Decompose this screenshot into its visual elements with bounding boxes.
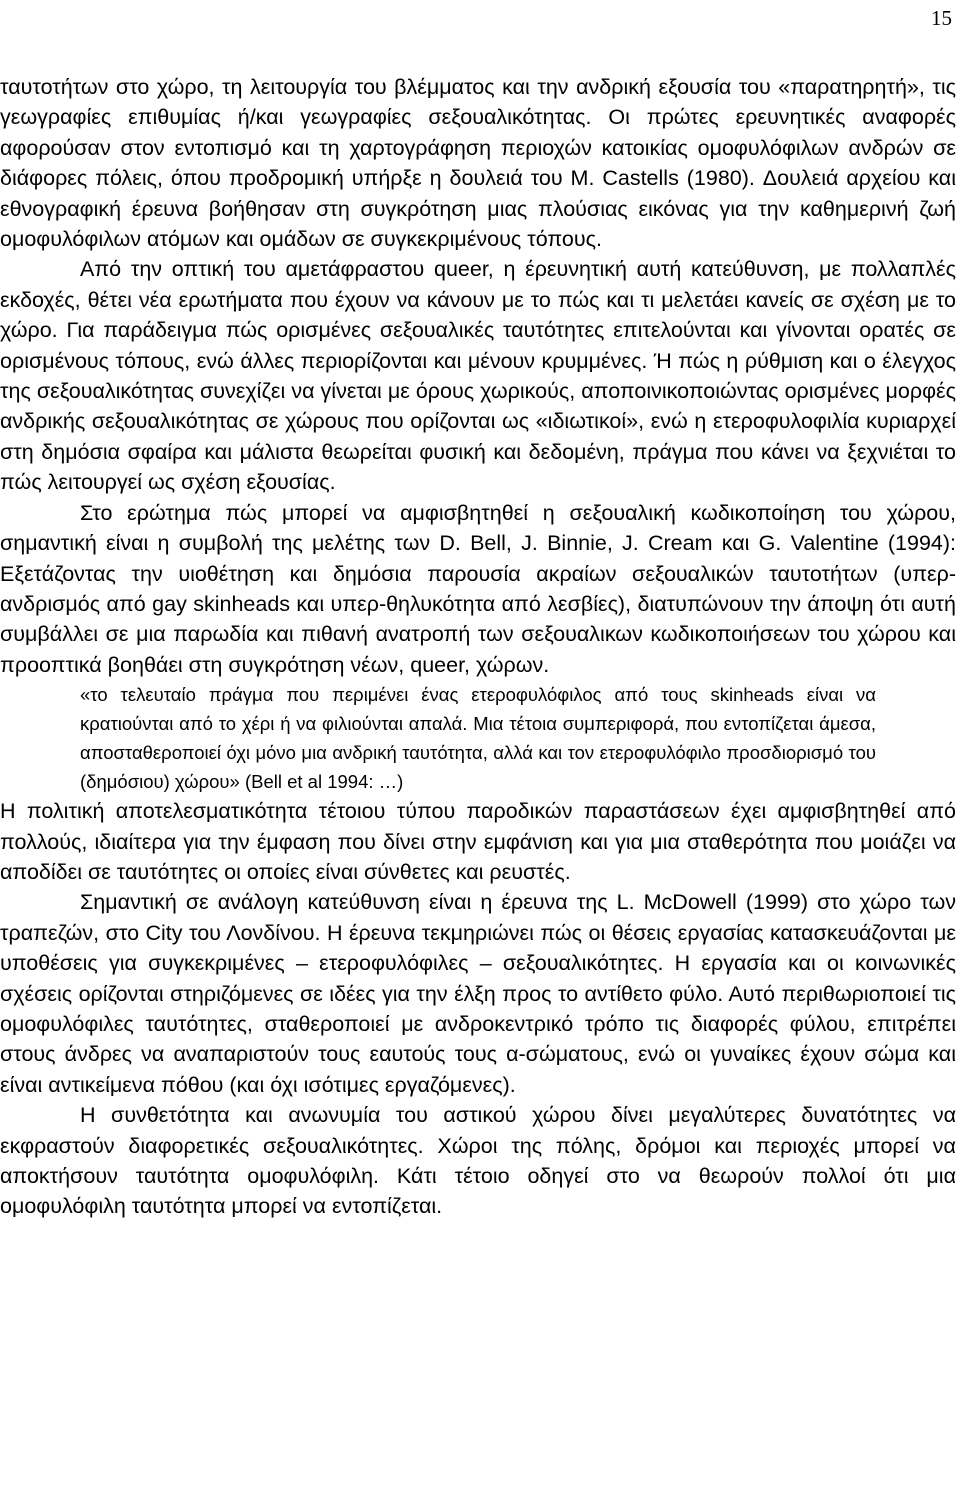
paragraph-2: Από την οπτική του αμετάφραστου queer, η έρευνητική αυτή κατεύθυνση, με πολλαπλές εκδοχές, θέτει νέα ερωτήματα που έχουν να κάνουν με το πώς και τι μελετάει κανείς σε σχέση με το χώρο. Για παράδειγμα πώς ορισμένες σεξουαλικές ταυτότητες επιτελούνται και γίνονται ορατές σε ορισμένους τόπους, ενώ άλλες περιορίζονται και μένουν κρυμμένες. Ή πώς η ρύθμιση και ο έλεγχος της σεξουαλικότητας συνεχίζει να γίνεται με όρους χωρικούς, αποποινικοποιώντας ορισμένες μορφές ανδρικής σεξουαλικότητας σε χώρους που ορίζονται ως «ιδιωτικοί», ενώ η ετεροφυλοφιλία κυριαρχεί στη δημόσια σφαίρα και μάλιστα θεωρείται φυσική και δεδομένη, πράγμα που κάνει να ξεχνιέται το πώς λειτουργεί ως σχέση εξουσίας.: [0, 257, 956, 495]
page-number: 15: [931, 6, 952, 30]
page-body: [0, 72, 956, 1222]
paragraph-5: Σημαντική σε ανάλογη κατεύθυνση είναι η έρευνα της L. McDowell (1999) στο χώρο των τραπεζών, στο City του Λονδίνου. Η έρευνα τεκμηριώνει πώς οι θέσεις εργασίας κατασκευάζονται με υποθέσεις για συγκεκριμένες – ετεροφυλόφιλες – σεξουαλικότητες. Η εργασία και οι κοινωνικές σχέσεις ορίζονται στηριζόμενες σε ιδέες για την έλξη προς το αντίθετο φύλο. Αυτό περιθωριοποιεί τις ομοφυλόφιλες ταυτότητες, σταθεροποιεί με ανδροκεντρικό τρόπο τις διαφορές φύλου, επιτρέπει στους άνδρες να αναπαριστούν τους εαυτούς τους α-σώματους, ενώ οι γυναίκες έχουν σώμα και είναι αντικείμενα πόθου (και όχι ισότιμες εργαζόμενες).: [0, 890, 956, 1097]
block-quote: [80, 680, 876, 796]
paragraph-4: Η πολιτική αποτελεσματικότητα τέτοιου τύπου παροδικών παραστάσεων έχει αμφισβητηθεί από πολλούς, ιδιαίτερα για την έμφαση που δίνει στην εμφάνιση και για μια σταθερότητα που μοιάζει να αποδίδει σε ταυτότητες οι οποίες είναι σύνθετες και ρευστές.: [0, 799, 956, 884]
paragraph-3: Στο ερώτημα πώς μπορεί να αμφισβητηθεί η σεξουαλική κωδικοποίηση του χώρου, σημαντική είναι η συμβολή της μελέτης των D. Bell, J. Binnie, J. Cream και G. Valentine (1994): Εξετάζοντας την υιοθέτηση και δημόσια παρουσία ακραίων σεξουαλικών ταυτοτήτων (υπερ-ανδρισμός από gay skinheads και υπερ-θηλυκότητα από λεσβίες), διατυπώνουν την άποψη ότι αυτή συμβάλλει σε μια παρωδία και πιθανή ανατροπή των σεξουαλικων κωδικοποιήσεων του χώρου και προοπτικά βοηθάει στη συγκρότηση νέων, queer, χώρων.: [0, 500, 956, 677]
block-quote-text: «το τελευταίο πράγμα που περιμένει ένας ετεροφυλόφιλος από τους skinheads είναι να κρατιούνται από το χέρι ή να φιλιούνται απαλά. Μια τέτοια συμπεριφορά, που εντοπίζεται άμεσα, αποσταθεροποιεί όχι μόνο μια ανδρική ταυτότητα, αλλά και τον ετεροφυλόφιλο προσδιορισμό του (δημόσιου) χώρου» (Bell et al 1994: …): [80, 684, 876, 793]
paragraph-6: Η συνθετότητα και ανωνυμία του αστικού χώρου δίνει μεγαλύτερες δυνατότητες να εκφραστούν διαφορετικές σεξουαλικότητες. Χώροι της πόλης, δρόμοι και περιοχές μπορεί να αποκτήσουν ταυτότητα ομοφυλόφιλη. Κάτι τέτοιο οδηγεί στο να θεωρούν πολλοί ότι μια ομοφυλόφιλη ταυτότητα μπορεί να εντοπίζεται.: [0, 1103, 956, 1219]
paragraph-1: ταυτοτήτων στο χώρο, τη λειτουργία του βλέμματος και την ανδρική εξουσία του «παρατηρητή», τις γεωγραφίες επιθυμίας ή/και γεωγραφίες σεξουαλικότητας. Οι πρώτες ερευνητικές αναφορές αφορούσαν στον εντοπισμό και τη χαρτογράφηση περιοχών κατοικίας ομοφυλόφιλων ανδρών σε διάφορες πόλεις, όπου προδρομική υπήρξε η δουλειά του M. Castells (1980). Δουλειά αρχείου και εθνογραφική έρευνα βοήθησαν στη συγκρότηση μιας πλούσιας εικόνας για την καθημερινή ζωή ομοφυλόφιλων ατόμων και ομάδων σε συγκεκριμένους τόπους.: [0, 75, 956, 252]
